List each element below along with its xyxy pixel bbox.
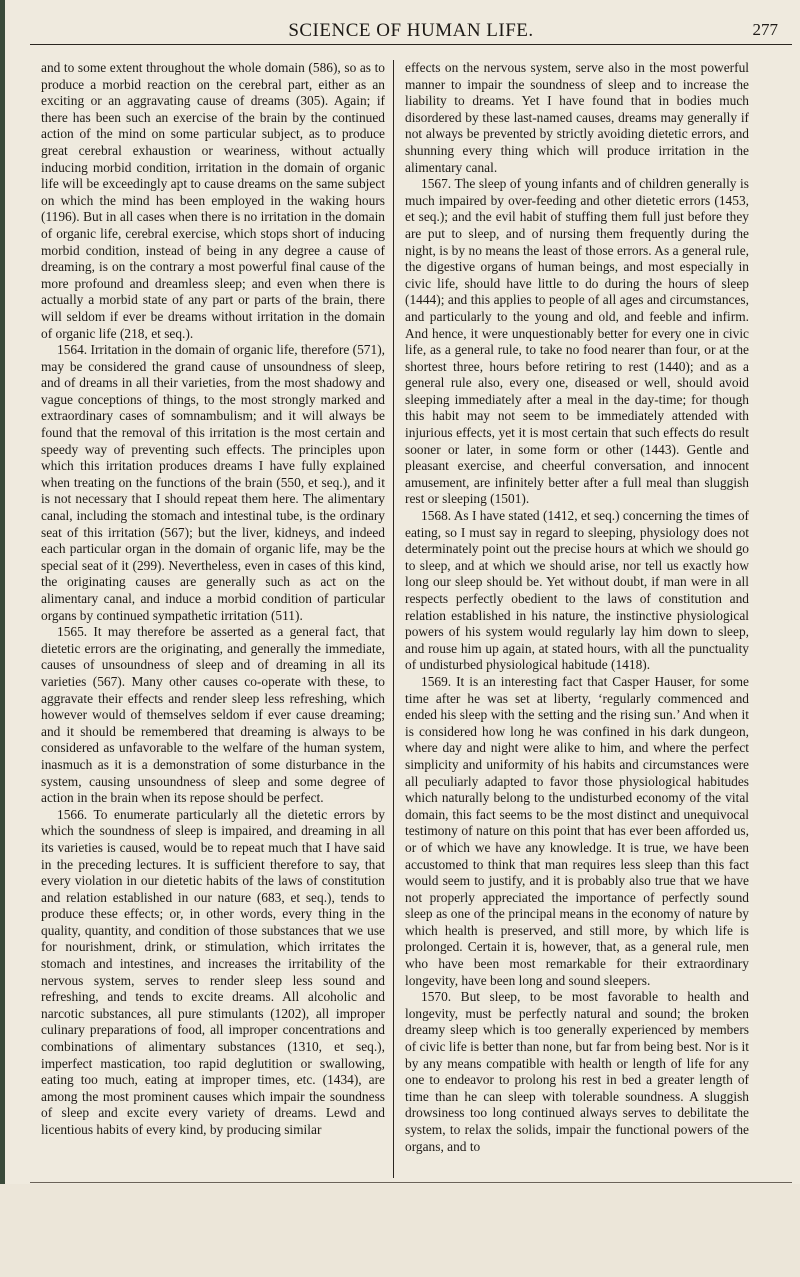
page-number: 277	[752, 20, 778, 39]
paragraph-1564: 1564. Irritation in the domain of organic life, therefore (571), may be considered the grand cause of unsoundness of sleep, and of dreams in all their varieties, from the most shadowy and vague conceptions of things, to the most strongly marked and extraordinary cases of somnambulism; and it will always be found that the removal of this irritation is the most certain and speedy way of preventing such effects. The principles upon which this irritation produces dreams I have fully explained when treating on the functions of the brain (550, et seq.), and it is not necessary that I should repeat them here. The alimentary canal, including the stomach and intestinal tube, is the ordinary seat of this irritation (567); but the liver, kidneys, and indeed each particular organ in the domain of organic life, may be the special seat of it (299). Nevertheless, even in cases of this kind, the originating causes are generally such as act on the alimentary canal, and induce a morbid condition of particular organs by continued sympathetic irritation (511).	[41, 342, 385, 623]
paragraph-continued: and to some extent throughout the whole domain (586), so as to produce a morbid reaction on the cerebral part, either as an exciting or an aggravating cause of dreams (305). Again; if there has been such an exercise of the brain by the continued action of the mind on some particular subject, as to produce great cerebral exhaustion or weariness, without actually inducing morbid condition, irritation in the domain of organic life will be exceedingly apt to cause dreams on the same subject on which the mind has been employed in the waking hours (1196). But in all cases when there is no irritation in the domain of organic life, cerebral exercise, which stops short of inducing morbid condition, instead of being in any degree a cause of dreaming, is on the contrary a most powerful final cause of the more profound and dreamless sleep; and even when there is actually a morbid state of any part or parts of the brain, there will seldom if ever be dreams without irritation in the domain of organic life (218, et seq.).	[41, 60, 385, 341]
paragraph-1566: 1566. To enumerate particularly all the dietetic errors by which the soundness of sleep is impaired, and dreaming in all its varieties is caused, would be to repeat much that I have said in the preceding lectures. It is sufficient therefore to say, that every violation in our dietetic habits of the laws of constitution and relation established in our nature (683, et seq.), tends to produce these effects; or, in other words, every thing in the quality, quantity, and condition of those substances that we use for nourishment, drink, or stimulation, which irritates the stomach and intestines, and increases the irritability of the nervous system, serves to render sleep less sound and refreshing, and tends to excite dreams. All alcoholic and narcotic substances, all pure stimulants (1202), all improper culinary preparations of food, all improper concentrations and combinations of alimentary substances (1310, et seq.), imperfect mastication, too rapid deglutition or swallowing, eating too much, eating at improper times, etc. (1434), are among the most prominent causes which impair the soundness of sleep and excite every variety of dreams. Lewd and licentious habits of every kind, by producing similar	[41, 806, 385, 1137]
bottom-margin	[0, 1184, 800, 1277]
left-column	[41, 60, 385, 1139]
column-divider	[393, 60, 394, 1178]
page-header	[30, 18, 792, 45]
paragraph-1567: 1567. The sleep of young infants and of children generally is much impaired by over-feeding and other dietetic errors (1453, et seq.); and the evil habit of stuffing them full just before they are put to sleep, and of nursing them frequently during the night, is by no means the least of those errors. As a general rule, the digestive organs of human beings, and most especially in civic life, should have little to do during the hours of sleep (1444); and this applies to people of all ages and circumstances, and particularly to the young and old, and feeble and infirm. And hence, it were unquestionably better for every one in civic life, as a general rule, to take no food nearer than four, or at the shortest three, hours before retiring to rest (1440); and as a general rule also, every one, diseased or well, should avoid sleeping immediately after a meal in the day-time; for though this habit may not seem to be immediately attended with injurious effects, yet it is most certain that such effects do result sooner or later, in some form or other (1443). Gentle and pleasant exercise, and cheerful conversation, and innocent amusement, are infinitely better after a full meal than sluggish rest or sleeping (1501).	[405, 176, 749, 507]
paragraph-continued-right: effects on the nervous system, serve also in the most powerful manner to impair the soundness of sleep and to increase the liability to dreams. Yet I have found that in bodies much disordered by these last-named causes, dreams may generally if not always be prevented by strictly avoiding dietetic errors, and shunning every thing which will produce irritation in the alimentary canal.	[405, 60, 749, 175]
bottom-rule	[30, 1182, 792, 1183]
paragraph-1569: 1569. It is an interesting fact that Casper Hauser, for some time after he was set at liberty, ‘regularly commenced and ended his sleep with the setting and the rising sun.’ And when it is considered how long he was confined in his dark dungeon, where day and night were alike to him, and where the perfect simplicity and uniformity of his habits and circumstances were all peculiarly adapted to favor those physiological habitudes which naturally belong to the undisturbed economy of the vital domain, this fact seems to be the most distinct and unequivocal testimony of nature on this point that has ever been afforded us, or of which we have any knowledge. It is true, we have been accustomed to think that man requires less sleep than this fact would seem to justify, and it is probably also true that we have not properly appreciated the importance of perfectly sound sleep as one of the principal means in the economy of nature by which health is preserved, and still more, by which life is prolonged. Certain it is, however, that, as a general rule, men who have been most remarkable for their extraordinary longevity, have been long and sound sleepers.	[405, 673, 749, 988]
paragraph-1570: 1570. But sleep, to be most favorable to health and longevity, must be perfectly natural and sound; the broken dreamy sleep which is too generally experienced by members of civic life is better than none, but far from being best. Nor is it by any means compatible with health or length of life for any one to endeavor to prolong his rest in bed a greater length of time than he can sleep with tolerable soundness. A sluggish drowsiness too long continued always serves to debilitate the system, to relax the solids, impair the functional powers of the organs, and to	[405, 989, 749, 1154]
paragraph-1568: 1568. As I have stated (1412, et seq.) concerning the times of eating, so I must say in regard to sleeping, physiology does not determinately point out the precise hours at which we should go to sleep, and at which we should arise, nor tell us exactly how long our sleep should be. Yet without doubt, if man were in all respects perfectly obedient to the laws of constitution and relation established in his nature, the instinctive physiological powers of his system would regularly lay him down to sleep, and rouse him up again, at stated hours, with all the punctuality of undisturbed physiological habitude (1418).	[405, 508, 749, 673]
binding-edge	[0, 0, 5, 1277]
right-column	[405, 60, 749, 1155]
running-head: SCIENCE OF HUMAN LIFE.	[288, 20, 534, 41]
paragraph-1565: 1565. It may therefore be asserted as a general fact, that dietetic errors are the originating, and generally the immediate, causes of unsoundness of sleep and of dreaming in all its varieties (567). Many other causes co-operate with these, to aggravate their effects and render sleep less refreshing, which however would of themselves seldom if ever cause dreaming; and it should be remembered that dreaming is always to be considered as unfavorable to the welfare of the human system, inasmuch as it is a demonstration of some disturbance in the system, causing unsoundness of sleep and some degree of action in the brain when its repose should be perfect.	[41, 624, 385, 806]
